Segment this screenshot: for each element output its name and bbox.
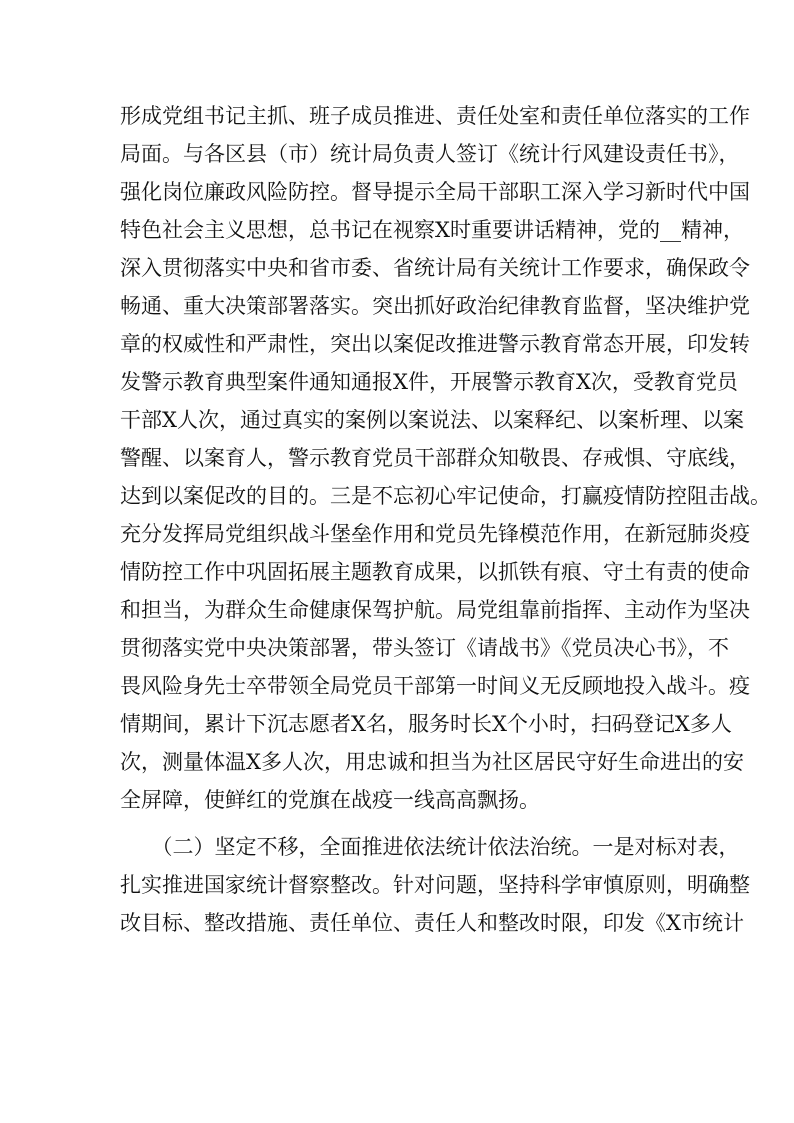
text-line: 全屏障，使鲜红的党旗在战疫一线高高飘扬。 (120, 788, 540, 812)
text-line: 章的权威性和严肃性，突出以案促改推进警示教育常态开展，印发转 (120, 332, 750, 356)
text-line: 情期间，累计下沉志愿者X名，服务时长X个小时，扫码登记X多人 (120, 712, 732, 736)
paragraph-gap (120, 819, 676, 828)
text-line: 特色社会主义思想，总书记在视察X时重要讲话精神，党的__精神， (120, 218, 744, 242)
text-line: 扎实推进国家统计督察整改。针对问题，坚持科学审慎原则，明确整 (120, 873, 750, 897)
text-line: 畅通、重大决策部署落实。突出抓好政治纪律教育监督，坚决维护党 (120, 294, 750, 318)
text-line: （二）坚定不移，全面推进依法统计依法治统。一是对标对表， (120, 835, 740, 859)
text-line: 情防控工作中巩固拓展主题教育成果，以抓铁有痕、守土有责的使命 (120, 560, 750, 584)
text-line: 深入贯彻落实中央和省市委、省统计局有关统计工作要求，确保政令 (120, 256, 750, 280)
text-line: 充分发挥局党组织战斗堡垒作用和党员先锋模范作用，在新冠肺炎疫 (120, 522, 750, 546)
text-line: 和担当，为群众生命健康保驾护航。局党组靠前指挥、主动作为坚决 (120, 598, 750, 622)
text-line: 干部X人次，通过真实的案例以案说法、以案释纪、以案析理、以案 (120, 408, 744, 432)
body-text (120, 97, 771, 942)
text-line: 形成党组书记主抓、班子成员推进、责任处室和责任单位落实的工作 (120, 104, 750, 128)
text-line: 局面。与各区县（市）统计局负责人签订《统计行风建设责任书》， (120, 142, 740, 166)
text-line: 改目标、整改措施、责任单位、责任人和整改时限，印发《X市统计 (120, 911, 744, 935)
text-line: 次，测量体温X多人次，用忠诚和担当为社区居民守好生命进出的安 (120, 750, 744, 774)
text-line: 强化岗位廉政风险防控。督导提示全局干部职工深入学习新时代中国 (120, 180, 750, 204)
paragraph-2 (120, 828, 750, 942)
text-line: 贯彻落实党中央决策部署，带头签订《请战书》《党员决心书》，不 (120, 636, 729, 660)
text-line: 发警示教育典型案件通知通报X件，开展警示教育X次，受教育党员 (120, 370, 738, 394)
text-line: 警醒、以案育人，警示教育党员干部群众知敬畏、存戒惧、守底线， (120, 446, 750, 470)
paragraph-1 (120, 97, 771, 819)
text-line: 畏风险身先士卒带领全局党员干部第一时间义无反顾地投入战斗。疫 (120, 674, 750, 698)
text-line: 达到以案促改的目的。三是不忘初心牢记使命，打赢疫情防控阻击战。 (120, 484, 771, 508)
